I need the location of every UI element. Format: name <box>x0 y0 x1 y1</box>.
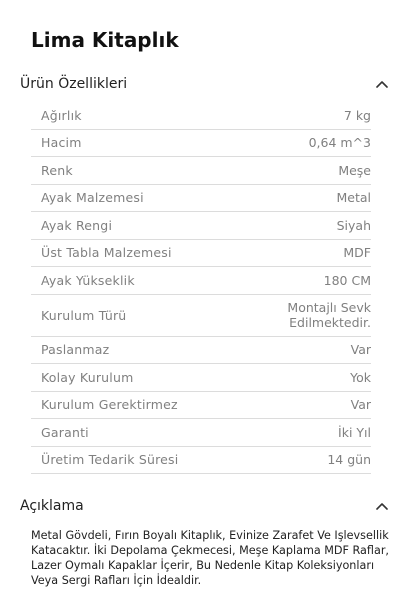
spec-value: Siyah <box>336 217 371 233</box>
spec-value: 14 gün <box>327 452 371 468</box>
spec-row-lead-time <box>31 447 371 475</box>
spec-row-color <box>31 157 371 185</box>
spec-row-leg-color <box>31 212 371 240</box>
chevron-up-icon[interactable] <box>375 77 389 91</box>
spec-key: Üst Tabla Malzemesi <box>41 245 172 261</box>
spec-key: Ağırlık <box>41 107 82 123</box>
spec-key: Ayak Yükseklik <box>41 272 135 288</box>
spec-key: Ayak Malzemesi <box>41 190 144 206</box>
spec-value: 7 kg <box>343 107 371 123</box>
spec-value: 180 CM <box>323 272 371 288</box>
features-table <box>31 102 371 474</box>
chevron-up-icon[interactable] <box>375 499 389 513</box>
spec-value: Var <box>350 397 371 413</box>
spec-value: MDF <box>343 245 371 261</box>
description-section-header[interactable] <box>20 495 389 517</box>
features-section-header[interactable] <box>20 73 389 95</box>
spec-row-no-install <box>31 392 371 420</box>
features-section-title: Ürün Özellikleri <box>20 76 128 92</box>
spec-row-install-type <box>31 295 371 337</box>
spec-row-weight <box>31 102 371 130</box>
spec-row-leg-height <box>31 267 371 295</box>
description-text: Metal Gövdeli, Fırın Boyalı Kitaplık, Evinize Zarafet Ve Işlevsellik Katacaktır. İki Depolama Çekmecesi, Meşe Kaplama MDF Raflar, Lazer Oymalı Kapaklar İçerir, Bu Nedenle Kitap Koleksiyonları Veya Sergi Rafları İçin İdealdir. <box>31 529 389 587</box>
description-section-title: Açıklama <box>20 498 84 514</box>
spec-value: İki Yıl <box>338 424 371 440</box>
spec-value: Metal <box>336 190 371 206</box>
spec-key: Kurulum Gerektirmez <box>41 397 178 413</box>
spec-key: Garanti <box>41 424 89 440</box>
spec-row-volume <box>31 130 371 158</box>
product-title: Lima Kitaplık <box>31 28 179 52</box>
spec-key: Üretim Tedarik Süresi <box>41 452 179 468</box>
spec-key: Ayak Rengi <box>41 217 113 233</box>
spec-value: Yok <box>350 369 371 385</box>
spec-value: Meşe <box>338 162 371 178</box>
spec-row-easy-install <box>31 364 371 392</box>
spec-key: Kurulum Türü <box>41 307 127 323</box>
spec-value: 0,64 m^3 <box>308 135 371 151</box>
spec-row-top-material <box>31 240 371 268</box>
spec-key: Paslanmaz <box>41 342 110 358</box>
spec-key: Kolay Kurulum <box>41 369 134 385</box>
spec-row-stainless <box>31 337 371 365</box>
spec-key: Renk <box>41 162 73 178</box>
spec-value: Montajlı Sevk Edilmektedir. <box>287 300 371 330</box>
spec-row-leg-material <box>31 185 371 213</box>
spec-value: Var <box>350 342 371 358</box>
spec-key: Hacim <box>41 135 82 151</box>
spec-row-warranty <box>31 419 371 447</box>
